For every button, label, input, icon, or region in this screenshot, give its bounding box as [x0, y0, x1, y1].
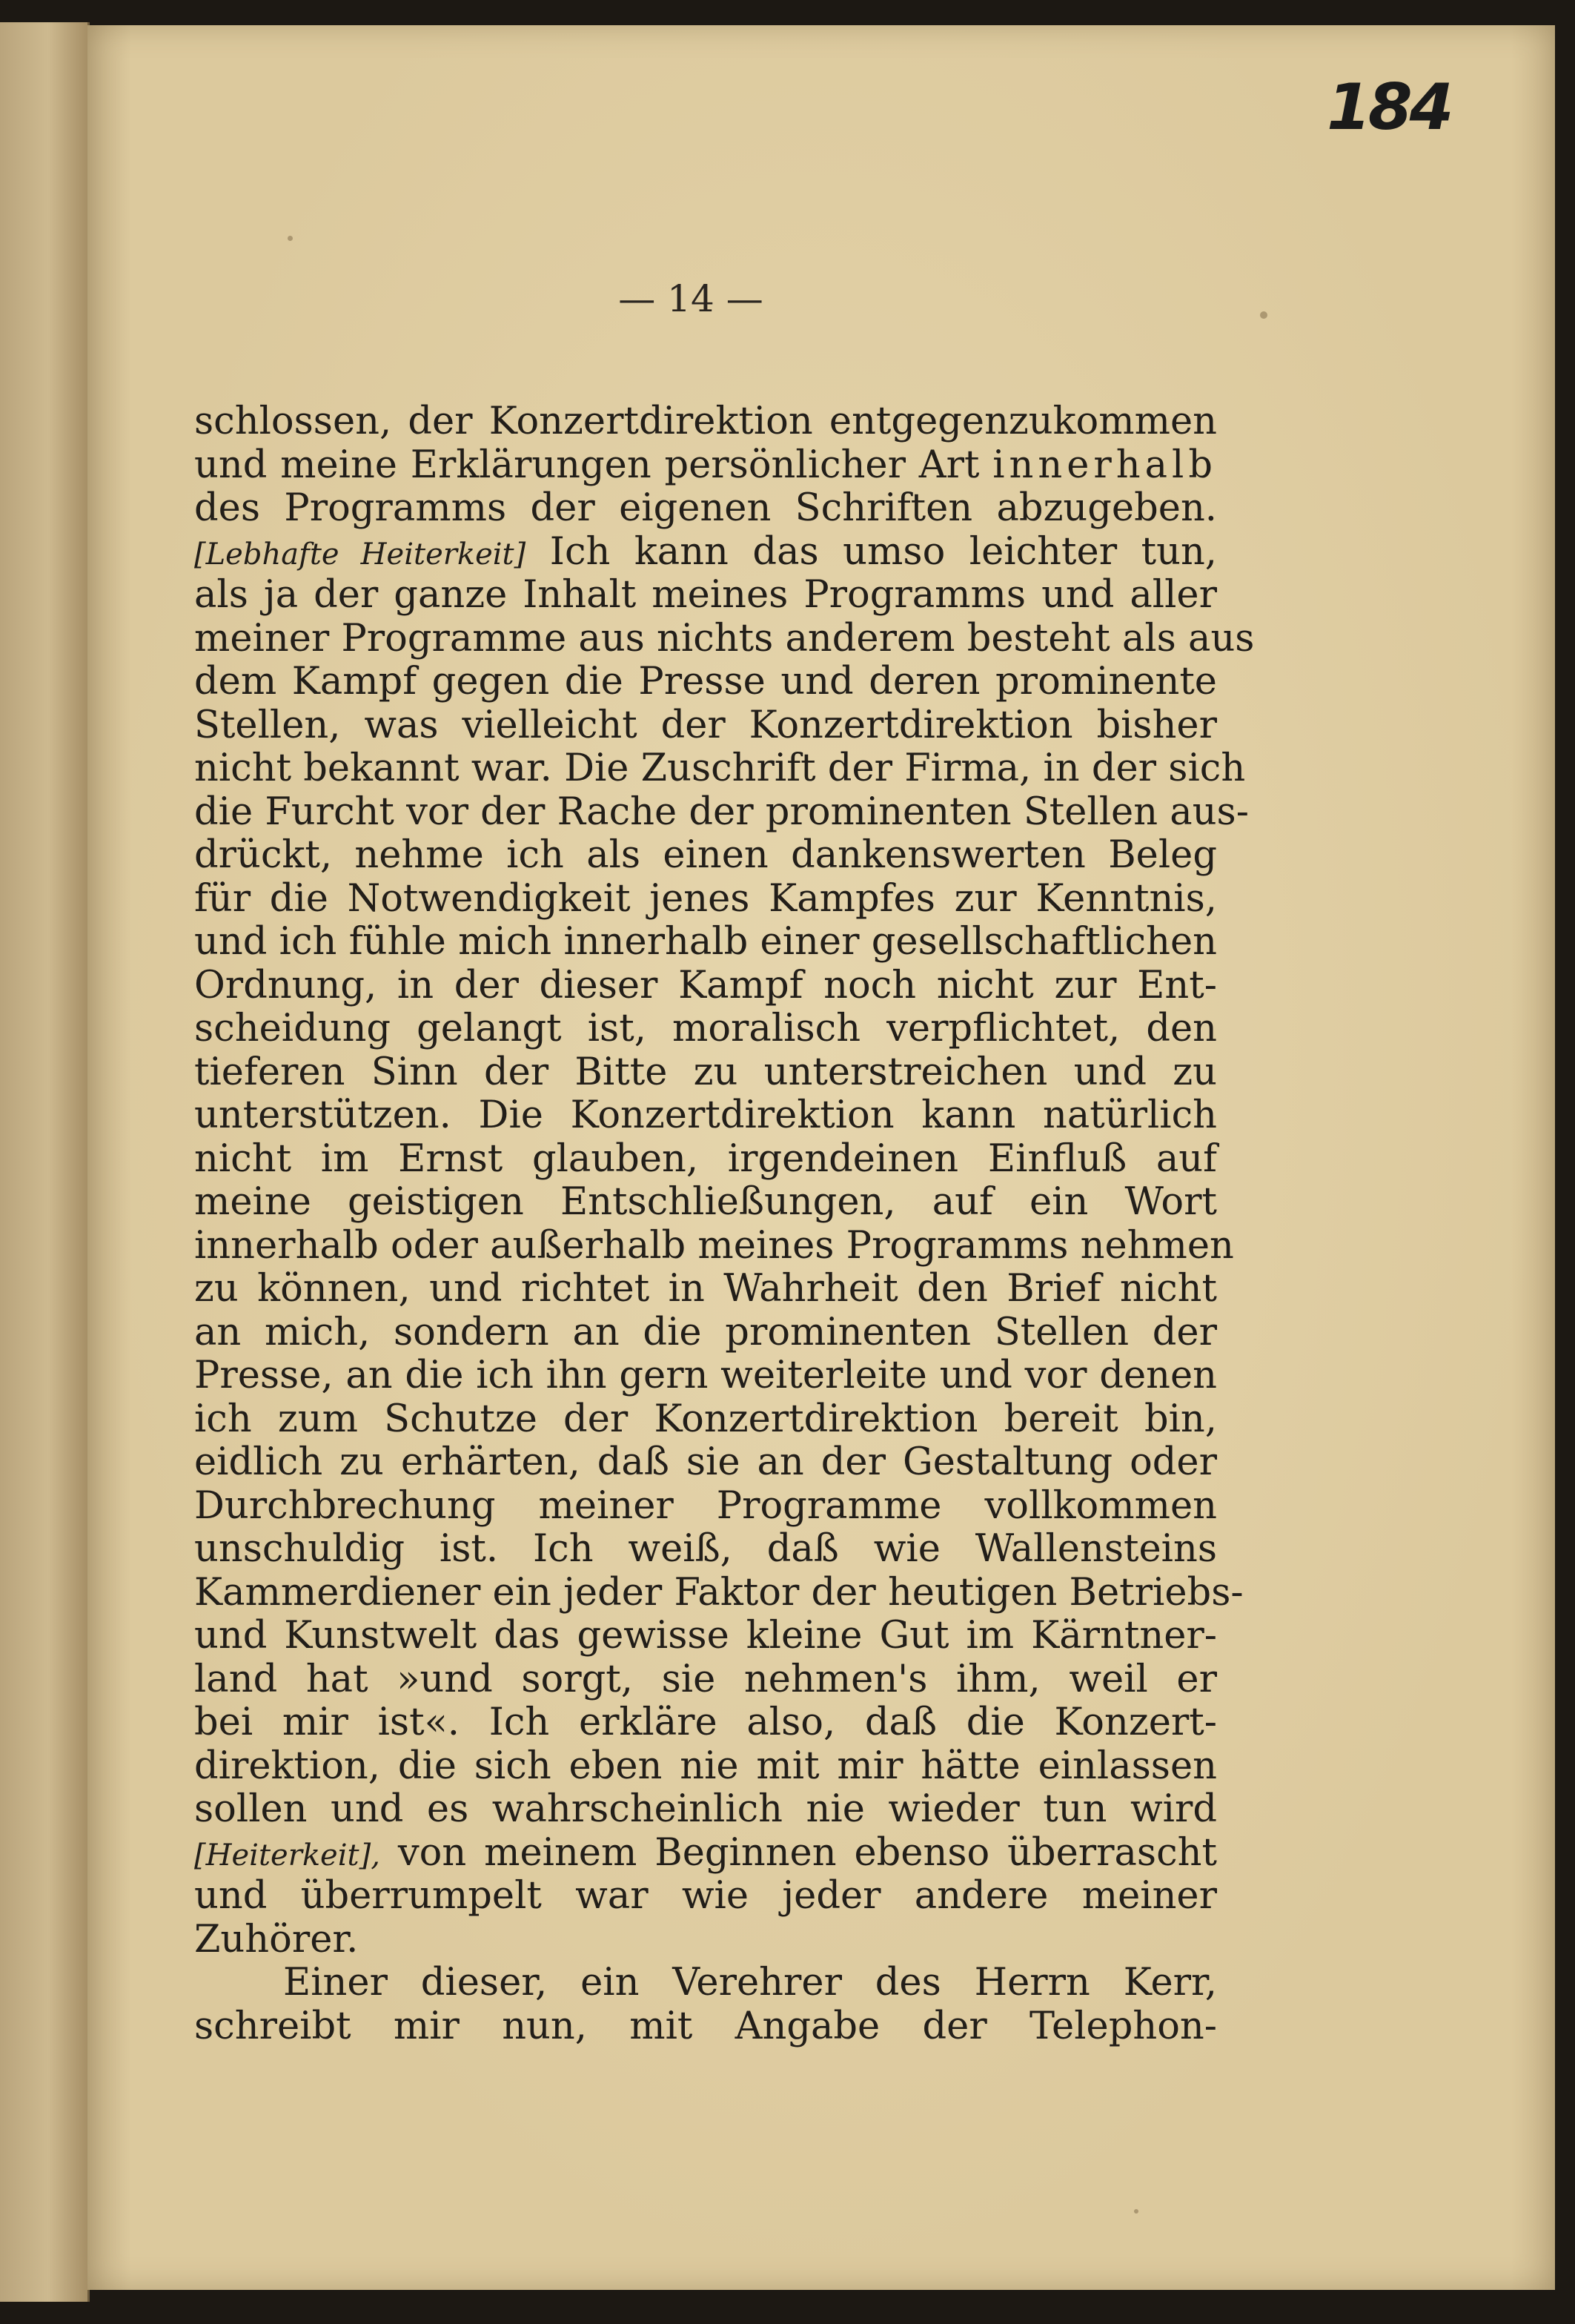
text-line: als ja der ganze Inhalt meines Programms und aller: [194, 573, 1217, 617]
text-line: innerhalb oder außerhalb meines Programms nehmen: [194, 1223, 1234, 1268]
text-line: [194, 531, 1217, 575]
stage-direction: [Heiterkeit],: [194, 1838, 380, 1873]
text-line: dem Kampf gegen die Presse und deren prominente: [194, 660, 1217, 704]
text-line: für die Notwendigkeit jenes Kampfes zur Kenntnis,: [194, 876, 1217, 921]
text-line: unschuldig ist. Ich weiß, daß wie Wallensteins: [194, 1527, 1217, 1571]
page-number: — 14 —: [618, 277, 763, 320]
text-span: Ich kann das umso leichter tun,: [549, 529, 1218, 574]
text-line: des Programms der eigenen Schriften abzugeben.: [194, 486, 1217, 530]
text-line: an mich, sondern an die prominenten Stellen der: [194, 1310, 1217, 1354]
text-span: von meinem Beginnen ebenso überrascht: [397, 1830, 1218, 1875]
text-line: Ordnung, in der dieser Kampf noch nicht zur Ent-: [194, 963, 1217, 1007]
text-line: Zuhörer.: [194, 1917, 359, 1962]
handwritten-folio-number: 184: [1327, 70, 1451, 145]
text-line: tieferen Sinn der Bitte zu unterstreichen und zu: [194, 1050, 1217, 1094]
text-line: nicht im Ernst glauben, irgendeinen Einfluß auf: [194, 1136, 1217, 1181]
text-line: land hat »und sorgt, sie nehmen's ihm, weil er: [194, 1657, 1217, 1701]
text-line: schlossen, der Konzertdirektion entgegenzukommen: [194, 400, 1217, 443]
text-line: [194, 444, 1217, 488]
text-line: schreibt mir nun, mit Angabe der Telephon-: [194, 2004, 1217, 2048]
text-line: nicht bekannt war. Die Zuschrift der Firma, in der sich: [194, 746, 1246, 790]
emphasized-word: innerhalb: [992, 443, 1217, 487]
text-line: die Furcht vor der Rache der prominenten Stellen aus-: [194, 789, 1249, 834]
text-line: direktion, die sich eben nie mit mir hätte einlassen: [194, 1744, 1217, 1788]
text-line: und überrumpelt war wie jeder andere meiner: [194, 1874, 1217, 1918]
paper-speck: [1260, 311, 1267, 319]
text-line: zu können, und richtet in Wahrheit den Brief nicht: [194, 1267, 1217, 1311]
text-line: und ich fühle mich innerhalb einer gesellschaftlichen: [194, 920, 1217, 964]
paper-speck: [1134, 2209, 1138, 2214]
facing-page-edge: [0, 22, 90, 2302]
body-text: [194, 400, 1255, 2048]
paragraph-first-line: Einer dieser, ein Verehrer des Herrn Kerr,: [283, 1961, 1217, 2004]
text-line: meiner Programme aus nichts anderem besteht als aus: [194, 616, 1255, 661]
text-line: scheidung gelangt ist, moralisch verpflichtet, den: [194, 1007, 1217, 1050]
text-line: Durchbrechung meiner Programme vollkommen: [194, 1483, 1217, 1528]
text-line: ich zum Schutze der Konzertdirektion bereit bin,: [194, 1397, 1217, 1441]
text-line: und Kunstwelt das gewisse kleine Gut im Kärntner-: [194, 1614, 1217, 1658]
paper-speck: [288, 236, 293, 241]
text-line: drückt, nehme ich als einen dankenswerten Beleg: [194, 833, 1217, 877]
text-line: eidlich zu erhärten, daß sie an der Gestaltung oder: [194, 1440, 1217, 1484]
text-line: Presse, an die ich ihn gern weiterleite und vor denen: [194, 1354, 1217, 1397]
text-line: meine geistigen Entschließungen, auf ein Wort: [194, 1180, 1217, 1224]
text-line: Kammerdiener ein jeder Faktor der heutigen Betriebs-: [194, 1570, 1244, 1615]
text-span: und meine Erklärungen persönlicher Art: [194, 443, 980, 487]
text-line: [194, 1832, 1217, 1876]
text-line: Stellen, was vielleicht der Konzertdirektion bisher: [194, 703, 1217, 747]
stage-direction: [Lebhafte Heiterkeit]: [194, 537, 526, 572]
text-line: unterstützen. Die Konzertdirektion kann natürlich: [194, 1093, 1217, 1137]
text-line: bei mir ist«. Ich erkläre also, daß die Konzert-: [194, 1701, 1217, 1744]
text-line: sollen und es wahrscheinlich nie wieder tun wird: [194, 1787, 1217, 1831]
